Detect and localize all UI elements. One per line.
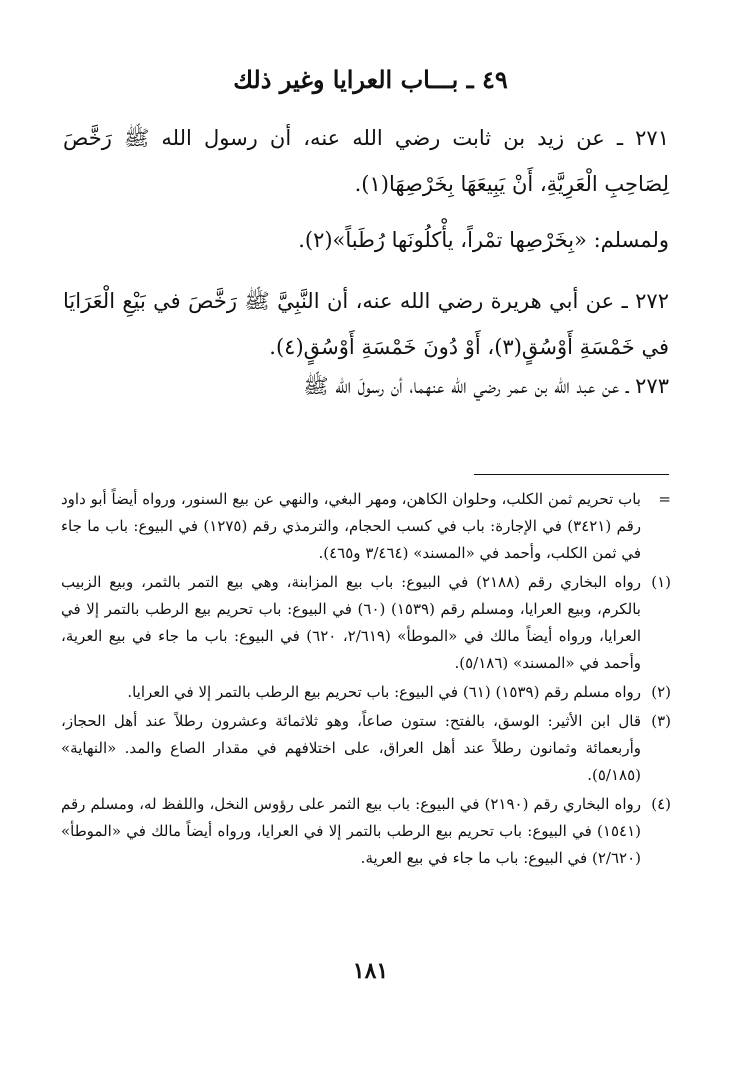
footnote-mark: (٢) — [651, 683, 671, 701]
footnote-divider — [474, 474, 669, 475]
footnote-continuation — [61, 486, 671, 567]
footnote-text: قال ابن الأثير: الوسق، بالفتح: ستون صاعاً، وهو ثلاثمائة وعشرون رطلاً عند أهل الحجاز، وأربعمائة وثمانون رطلاً عند أهل العراق، على اختلافهم في مقدار الصاع والمد. «النهاية» (٥/١٨٥). — [61, 712, 641, 784]
hadith-271: ٢٧١ ـ عن زيد بن ثابت رضي الله عنه، أن رسول الله ﷺ رَخَّصَ لِصَاحِبِ الْعَرِيَّةِ، أَنْ يَبِيعَهَا بِخَرْصِهَا(١). — [63, 126, 669, 196]
footnote-text: رواه مسلم رقم (١٥٣٩) (٦١) في البيوع: باب تحريم بيع الرطب بالتمر إلا في العرايا. — [127, 683, 641, 701]
footnote-2 — [61, 679, 671, 706]
footnote-4 — [61, 791, 671, 872]
page-number: ١٨١ — [352, 958, 389, 984]
hadith-271-muslim-variant: ولمسلم: «بِخَرْصِها تمْراً، يأْكلُونَها رُطَباً»(٢). — [298, 228, 669, 252]
footnote-text: رواه البخاري رقم (٢١٨٨) في البيوع: باب بيع المزابنة، وهي بيع التمر بالثمر، وبيع الزبيب بالكرم، وبيع العرايا، ومسلم رقم (١٥٣٩) (٦٠) في البيوع: باب تحريم بيع الرطب بالتمر إلا في العرايا، ورواه أيضاً مالك في «الموطأ» (٢/٦١٩، ٦٢٠) في البيوع: باب ما جاء في بيع العرية، وأحمد في «المسند» (٥/١٨٦). — [61, 573, 642, 672]
footnote-mark: (١) — [651, 573, 671, 591]
hadith-273: ٢٧٣ ـ عن عبد الله بن عمر رضي الله عنهما، أن رسولَ الله ﷺ — [303, 374, 669, 398]
footnote-text: باب تحريم ثمن الكلب، وحلوان الكاهن، ومهر البغي، والنهي عن بيع السنور، ورواه أيضاً أبو داود رقم (٣٤٢١) في الإجارة: باب في كسب الحجام، والترمذي رقم (١٢٧٥) في البيوع: باب ما جاء في ثمن الكلب، وأحمد في «المسند» (٣/٤٦٤ و٤٦٥). — [61, 490, 641, 562]
footnote-text: رواه البخاري رقم (٢١٩٠) في البيوع: باب بيع الثمر على رؤوس النخل، واللفظ له، ومسلم رقم (١٥٤١) في البيوع: باب تحريم بيع الرطب بالتمر إلا في العرايا، ورواه أيضاً مالك في «الموطأ» (٢/٦٢٠) في البيوع: باب ما جاء في بيع العرية. — [61, 795, 641, 867]
footnote-mark: = — [658, 490, 671, 508]
footnote-3 — [61, 708, 671, 789]
hadith-272: ٢٧٢ ـ عن أبي هريرة رضي الله عنه، أن النَّبِيَّ ﷺ رَخَّصَ في بَيْعِ الْعَرَايَا في خَمْسَةِ أَوْسُقٍ(٣)، أَوْ دُونَ خَمْسَةِ أَوْسُقٍ(٤). — [63, 289, 669, 359]
footnote-mark: (٤) — [651, 795, 671, 813]
chapter-title: ٤٩ ـ بـــاب العرايا وغير ذلك — [233, 65, 508, 94]
footnotes — [61, 486, 671, 874]
footnote-mark: (٣) — [651, 712, 671, 730]
footnote-1 — [61, 569, 671, 677]
